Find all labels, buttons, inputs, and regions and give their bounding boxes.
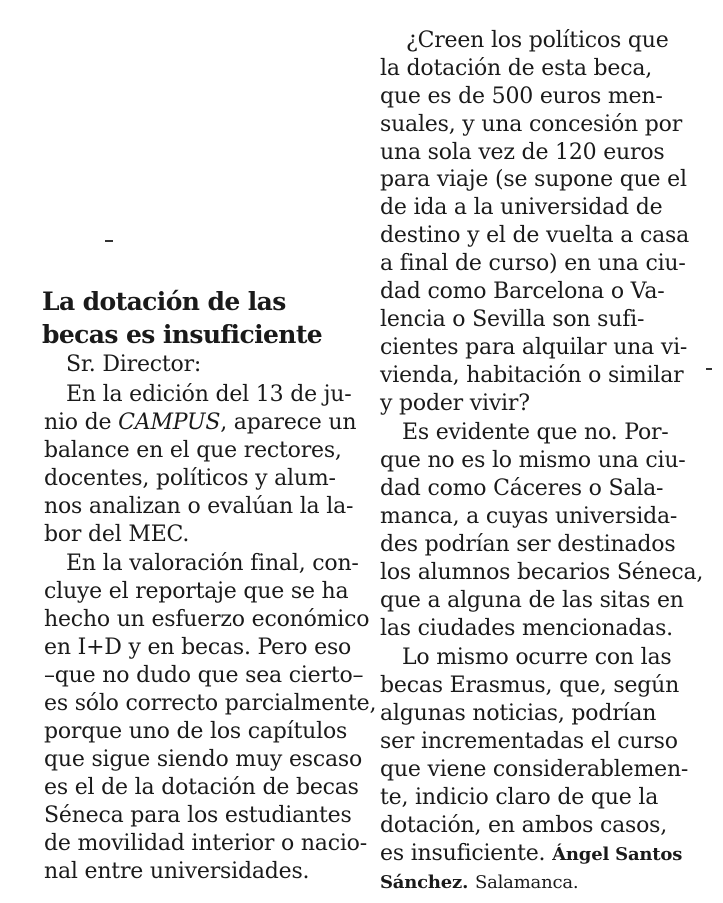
text-line: en I+D y en becas. Pero eso — [44, 635, 352, 660]
text-line: que es de 500 euros men- — [380, 84, 663, 109]
text-line: vienda, habitación o similar — [380, 363, 684, 388]
text-line: de movilidad interior o nacio- — [44, 831, 367, 856]
headline-line-1: La dotación de las — [42, 287, 286, 316]
text-line: que no es lo mismo una ciu- — [380, 448, 686, 473]
text-line: te, indicio claro de que la — [380, 785, 659, 810]
text-line: los alumnos becarios Séneca, — [380, 560, 704, 585]
signature-place: Salamanca. — [474, 872, 579, 893]
text-line: cientes para alquilar una vi- — [380, 335, 688, 360]
text-line: lencia o Sevilla son sufi- — [380, 307, 645, 332]
publication-name: CAMPUS — [118, 410, 221, 435]
signature-line — [380, 869, 578, 896]
text-line: manca, a cuyas universida- — [380, 504, 678, 529]
text-line-with-italic: nio de CAMPUS, aparece un — [44, 410, 357, 435]
text-line: dad como Cáceres o Sala- — [380, 476, 664, 501]
text-line: bor del MEC. — [44, 522, 190, 547]
text-line: docentes, políticos y alum- — [44, 466, 336, 491]
text-line: que viene considerablemen- — [380, 757, 689, 782]
text-line: Es evidente que no. Por- — [402, 420, 669, 445]
text-line: suales, y una concesión por — [380, 112, 683, 137]
text-line: nos analizan o evalúan la la- — [44, 494, 354, 519]
text-line: En la valoración final, con- — [66, 551, 359, 576]
text-line: que a alguna de las sitas en — [380, 588, 684, 613]
text-line: cluye el reportaje que se ha — [44, 579, 349, 604]
text-line: que sigue siendo muy escaso — [44, 747, 363, 772]
salutation: Sr. Director: — [66, 352, 202, 377]
text-line: ¿Creen los políticos que — [406, 28, 669, 53]
stray-mark — [706, 368, 712, 370]
text-line — [44, 410, 356, 436]
text-line: porque uno de los capítulos — [44, 719, 348, 744]
text-line: una sola vez de 120 euros — [380, 140, 665, 165]
text-line: ser incrementadas el curso — [380, 729, 678, 754]
text-line: para viaje (se supone que el — [380, 167, 687, 192]
text-line: becas Erasmus, que, según — [380, 673, 680, 698]
text-line: y poder vivir? — [380, 391, 530, 416]
signature-name-part2: Sánchez. — [380, 872, 469, 893]
headline-line-2: becas es insuficiente — [42, 320, 323, 349]
text-line: En la edición del 13 de ju- — [66, 382, 352, 407]
text-line: a final de curso) en una ciu- — [380, 251, 686, 276]
text-line: Lo mismo ocurre con las — [402, 645, 672, 670]
text-line: dotación, en ambos casos, — [380, 813, 668, 838]
text-line: las ciudades mencionadas. — [380, 616, 673, 641]
signature-name-part1: Ángel Santos — [552, 844, 683, 865]
text-line: balance en el que rectores, — [44, 438, 342, 463]
text-line: hecho un esfuerzo económico — [44, 607, 370, 632]
text-line: Séneca para los estudiantes — [44, 803, 352, 828]
text-line: dad como Barcelona o Va- — [380, 279, 665, 304]
text-line: de ida a la universidad de — [380, 195, 663, 220]
text-line: es sólo correcto parcialmente, — [44, 691, 377, 716]
stray-mark — [105, 240, 113, 242]
text-line: des podrían ser destinados — [380, 532, 676, 557]
text-line: destino y el de vuelta a casa — [380, 223, 689, 248]
text-line: la dotación de esta beca, — [380, 56, 653, 81]
text-line: es el de la dotación de becas — [44, 775, 359, 800]
text-line: algunas noticias, podrían — [380, 701, 657, 726]
text-line: nal entre universidades. — [44, 859, 310, 884]
text-line-with-signature — [380, 841, 682, 868]
text-line-end: es insuficiente. — [380, 841, 546, 866]
text-line: –que no dudo que sea cierto– — [44, 663, 364, 688]
